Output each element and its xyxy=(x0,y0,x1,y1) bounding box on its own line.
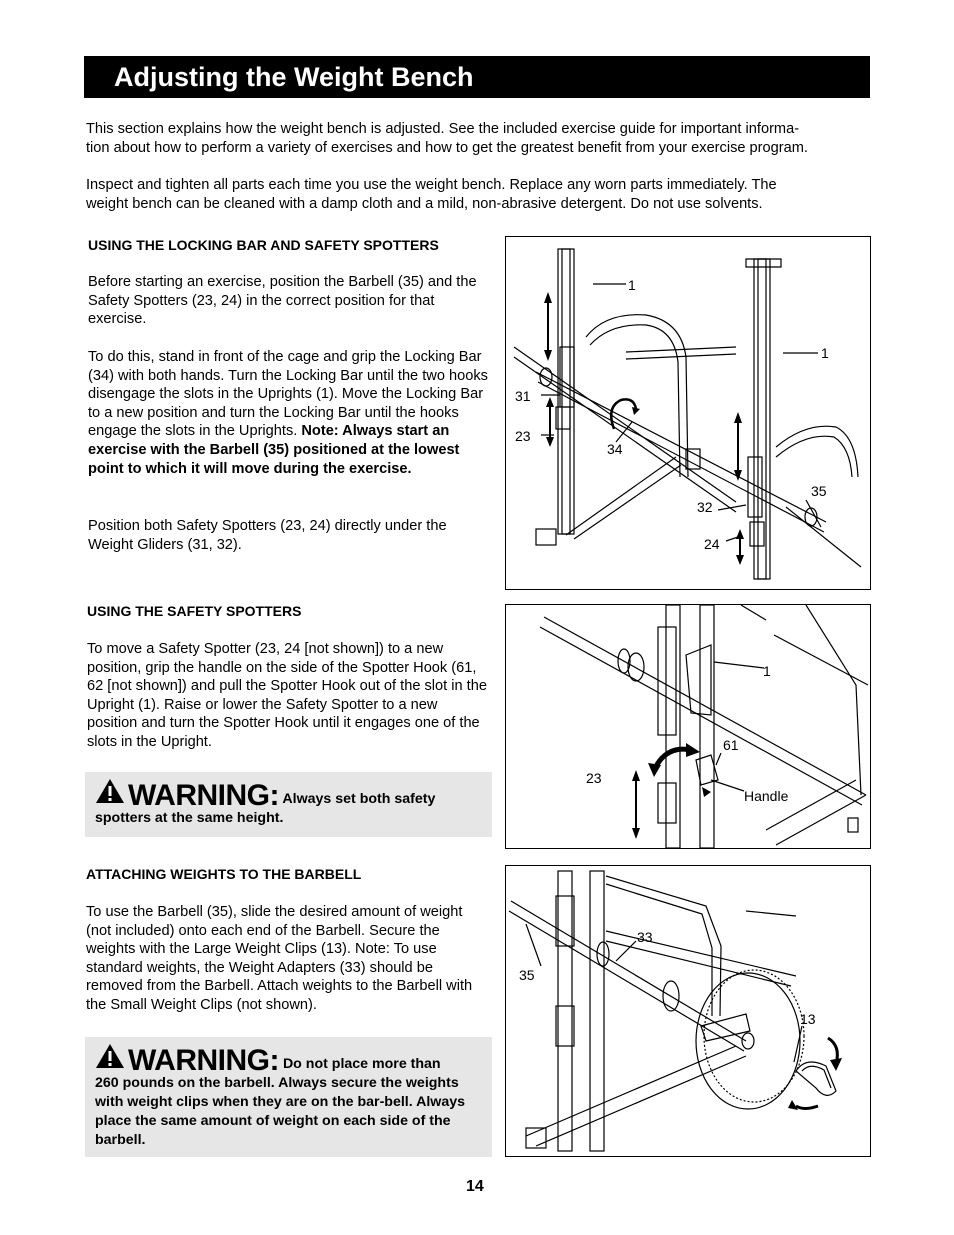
fig2-label-23: 23 xyxy=(586,770,602,786)
figure1-drawing xyxy=(506,237,870,589)
section2-heading: USING THE SAFETY SPOTTERS xyxy=(87,603,302,619)
warning-box-1 xyxy=(85,772,492,837)
warning2-text-b: 260 pounds on the barbell. Always secure the weights with weight clips when they are on the bar-bell. Always place the same amount of weight on each side of the barbell. xyxy=(95,1075,465,1148)
section1-p2 xyxy=(88,348,492,478)
section2-p1: To move a Safety Spotter (23, 24 [not shown]) to a new position, grip the handle on the side of the Spotter Hook (61, 62 [not shown]) and pull the Spotter Hook out of the slot in the Upright (1). Raise or lower the Safety Spotter to a new position and turn the Spotter Hook until it engages one of the slots in the Upright. xyxy=(87,641,487,750)
section1-p3: Position both Safety Spotters (23, 24) directly under the Weight Gliders (31, 32). xyxy=(88,518,447,553)
fig3-label-35: 35 xyxy=(519,967,535,983)
intro-paragraph-2 xyxy=(86,176,876,214)
fig3-label-13: 13 xyxy=(800,1011,816,1027)
intro-p2-line2: weight bench can be cleaned with a damp cloth and a mild, non-abrasive detergent. Do not use solvents. xyxy=(86,196,763,212)
warning1-label: WARNING: xyxy=(128,779,279,812)
fig1-label-34: 34 xyxy=(607,441,623,457)
section1-note: Note: Always start an exercise with the Barbell (35) positioned at the lowest point to which it will move during the exercise. xyxy=(88,423,460,477)
warning1-text-b: spotters at the same height. xyxy=(95,810,284,826)
title-bar xyxy=(84,56,870,98)
warning2-text-a: Do not place more than xyxy=(282,1056,441,1072)
fig3-label-33: 33 xyxy=(637,929,653,945)
figure-locking-bar xyxy=(505,236,871,590)
intro-p1-line2: tion about how to perform a variety of exercises and how to get the greatest benefit from your exercise program. xyxy=(86,140,808,156)
warning-triangle-icon xyxy=(95,1043,125,1069)
section1-heading: USING THE LOCKING BAR AND SAFETY SPOTTERS xyxy=(88,237,439,253)
fig2-label-handle: Handle xyxy=(744,788,789,804)
warning-box-2 xyxy=(85,1037,492,1157)
section1-p2-text: To do this, stand in front of the cage and grip the Locking Bar (34) with both hands. Turn the Locking Bar until the two hooks disengage the slots in the Uprights (1). Move the Locking Bar to a new position and turn the Locking Bar until the hooks engage the slots in the Uprights. xyxy=(88,349,488,440)
section1-p1: Before starting an exercise, position the Barbell (35) and the Safety Spotters (23, 24) in the correct position for that exercise. xyxy=(88,274,477,328)
intro-p1-line1: This section explains how the weight bench is adjusted. See the included exercise guide for important informa- xyxy=(86,121,800,137)
page-number: 14 xyxy=(466,1178,484,1195)
fig1-label-1-top: 1 xyxy=(628,277,636,293)
fig1-label-32: 32 xyxy=(697,499,713,515)
warning2-label: WARNING: xyxy=(128,1044,279,1077)
figure2-drawing xyxy=(506,605,870,848)
fig1-label-35: 35 xyxy=(811,483,827,499)
fig1-label-31: 31 xyxy=(515,388,531,404)
fig1-label-24: 24 xyxy=(704,536,720,552)
fig2-label-1: 1 xyxy=(763,663,771,679)
warning1-text-a: Always set both safety xyxy=(282,791,436,807)
figure3-drawing xyxy=(506,866,870,1156)
intro-p2-line1: Inspect and tighten all parts each time you use the weight bench. Replace any worn parts immediately. The xyxy=(86,177,777,193)
fig1-label-1-right: 1 xyxy=(821,345,829,361)
fig2-label-61: 61 xyxy=(723,737,739,753)
section3-p1: To use the Barbell (35), slide the desired amount of weight (not included) onto each end of the Barbell. Secure the weights with the Large Weight Clips (13). Note: To use standard weights, the Weight Adapters (33) should be removed from the Barbell. Attach weights to the Barbell with the Small Weight Clips (not shown). xyxy=(86,904,473,1013)
warning-triangle-icon xyxy=(95,778,125,804)
figure-attaching-weights xyxy=(505,865,871,1157)
intro-paragraph-1 xyxy=(86,120,876,158)
page-title: Adjusting the Weight Bench xyxy=(114,62,474,92)
figure-safety-spotter xyxy=(505,604,871,849)
section3-heading: ATTACHING WEIGHTS TO THE BARBELL xyxy=(86,866,362,882)
fig1-label-23: 23 xyxy=(515,428,531,444)
